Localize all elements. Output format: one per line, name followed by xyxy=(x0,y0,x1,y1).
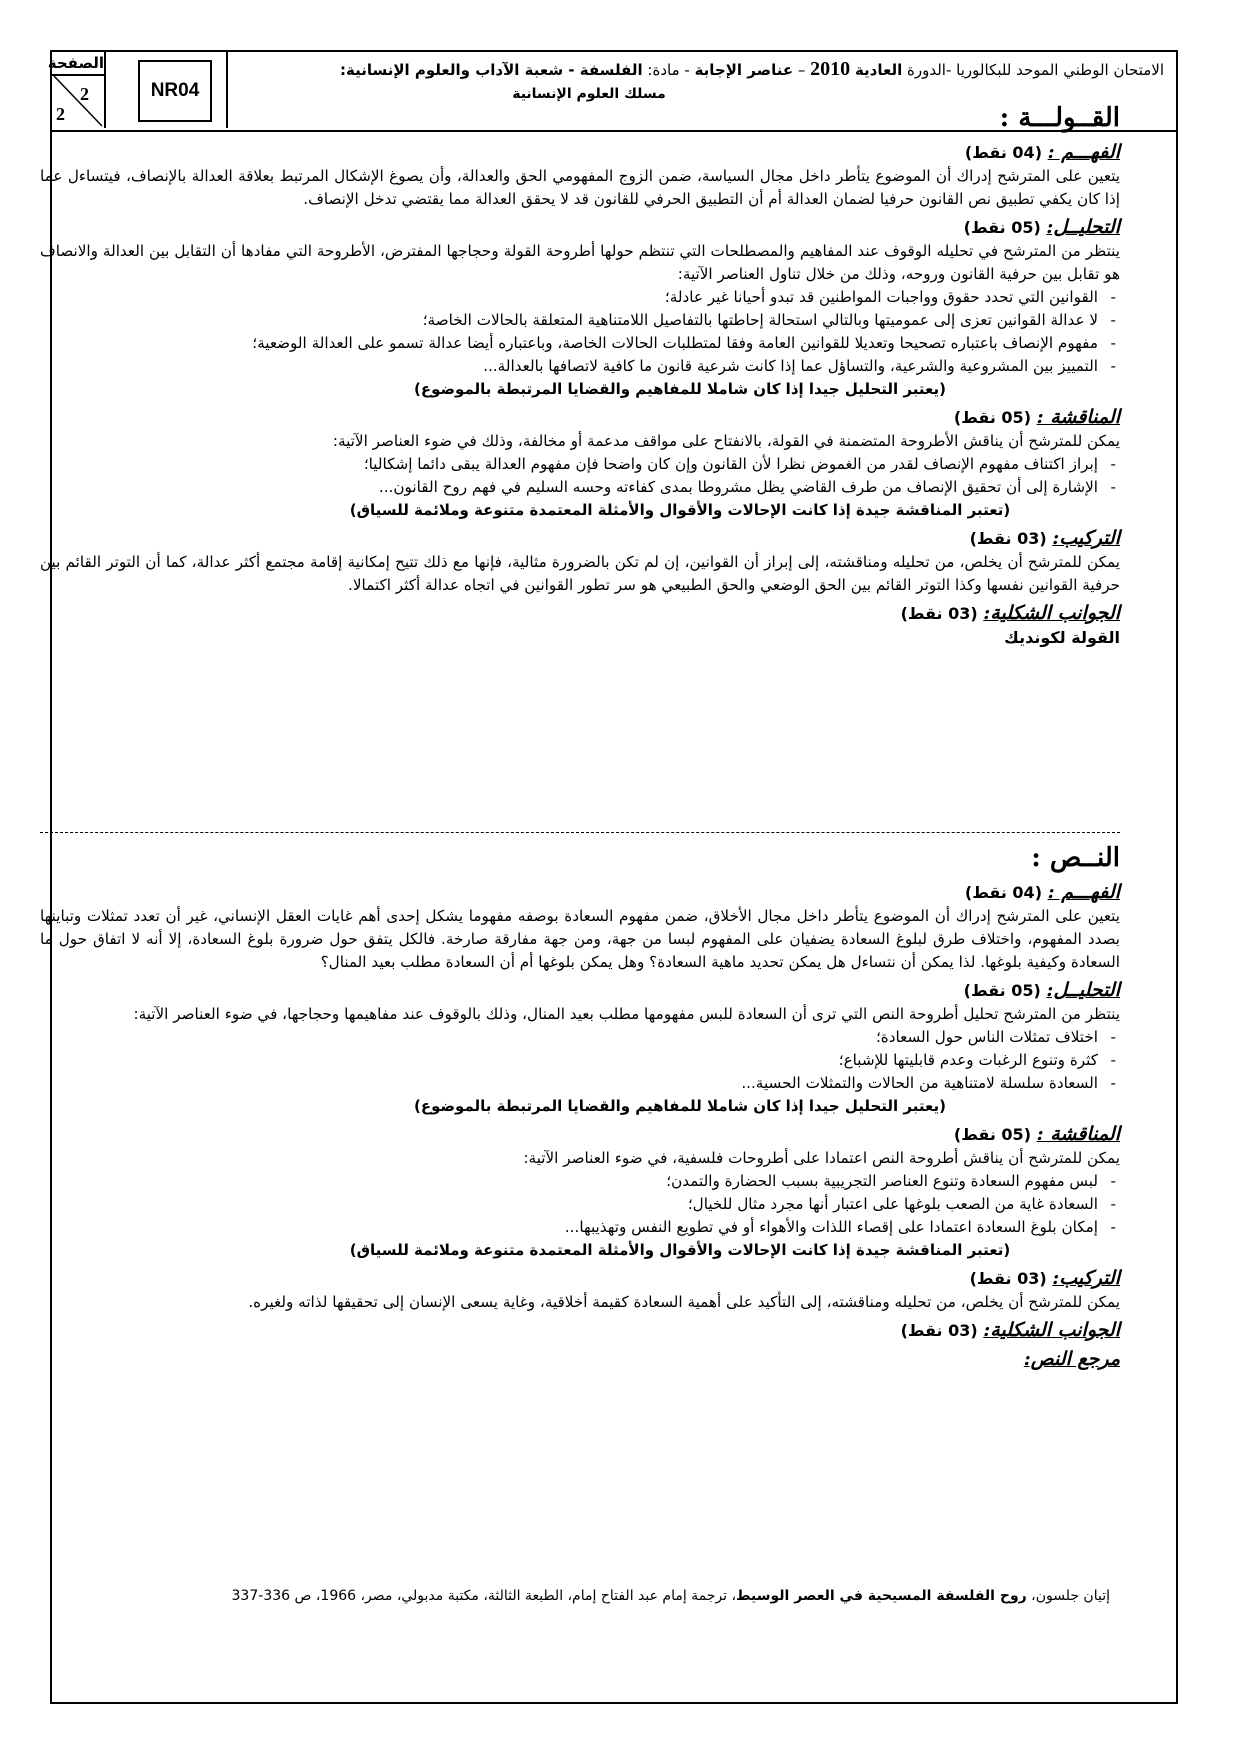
exam-code: NR04 xyxy=(150,80,200,101)
text-analysis-intro: ينتظر من المترشح تحليل أطروحة النص التي ترى أن السعادة للبس مفهومها مطلب بعيد المنال، وذلك بالوقوف عند مفاهيمها وحجاجها، في ضوء العناصر الآتية: xyxy=(133,1005,1120,1023)
list-item: - السعادة غاية من الصعب بلوغها على اعتبار أنها مجرد مثال للخيال؛ xyxy=(40,1193,1120,1216)
page-current: 2 xyxy=(80,84,89,104)
quote-understanding-text: يتعين على المترشح إدراك أن الموضوع يتأطر داخل مجال السياسة، ضمن الزوج المفهومي الحق والعدالة، وأن يصوغ الإشكال المرتبط بعلاقة العدالة بالإنصاف، فيتساءل عما إذا كان يكفي تطبيق نص القانون حرفيا لضمان العدالة أم أن التطبيق الحرفي للقانون قد لا يحقق العدالة مما يقتضي تدخل الإنصاف. xyxy=(40,167,1120,208)
exam-title xyxy=(242,56,1164,83)
text-section xyxy=(40,840,1120,1372)
text-analysis-note: (يعتبر التحليل جيدا إذا كان شاملا للمفاهيم والقضايا المرتبطة بالموضوع) xyxy=(414,1097,946,1115)
quote-discussion-note: (تعتبر المناقشة جيدة إذا كانت الإحالات والأقوال والأمثلة المعتمدة متنوعة وملائمة للسياق) xyxy=(349,501,1011,519)
list-item: - اختلاف تمثلات الناس حول السعادة؛ xyxy=(40,1026,1120,1049)
title-dash: – xyxy=(793,61,811,79)
text-understanding-text: يتعين على المترشح إدراك أن الموضوع يتأطر داخل مجال الأخلاق، ضمن مفهوم السعادة بوصفه مفهوما يشكل إحدى أهم غايات العقل الإنساني، غير أن تعدد تمثلات وتباينها بصدد المفهوم، واختلاف طرق لبلوغ السعادة يضفيان على المفهوم لبسا من جهة، ومن جهة مفارقة صارخة. فالكل يتفق حول ضرورة بلوغ السعادة، إلا أنه لا اتفاق حول ما السعادة وكيفية بلوغها. لذا يمكن أن نتساءل هل يمكن تحديد ماهية السعادة؟ وهل يمكن بلوغها أم أن السعادة مطلب بعيد المنال؟ xyxy=(40,907,1120,971)
reference-author: إتيان جلسون، xyxy=(1026,1588,1110,1604)
text-formal-heading: الجوانب الشكلية: (03 نقط) xyxy=(900,1319,1120,1341)
quote-analysis-intro: ينتظر من المترشح في تحليله الوقوف عند المفاهيم والمصطلحات التي تنتظم حولها أطروحة القولة وحجاجها المفترض، الأطروحة التي مفادها أن التقابل بين العدالة والانصاف هو تقابل بين حرفية القانون وروحه، وذلك من خلال تناول العناصر الآتية: xyxy=(40,242,1120,283)
quote-discussion-list xyxy=(40,453,1120,499)
list-item: - إبراز اكتناف مفهوم الإنصاف لقدر من الغموض نظرا لأن القانون وإن كان واضحا فإن مفهوم العدالة يبقى دائما إشكاليا؛ xyxy=(40,453,1120,476)
list-item: - كثرة وتنوع الرغبات وعدم قابليتها للإشباع؛ xyxy=(40,1049,1120,1072)
list-item: - لا عدالة القوانين تعزى إلى عموميتها وبالتالي استحالة إحاطتها بالتفاصيل اللامتناهية المتعلقة بالحالات الخاصة؛ xyxy=(40,309,1120,332)
section-divider xyxy=(40,832,1120,833)
title-subject: الفلسفة xyxy=(579,61,643,79)
text-section-title: النــص : xyxy=(1031,843,1120,873)
quote-section-title: القــولـــة : xyxy=(999,103,1120,133)
text-discussion-list xyxy=(40,1170,1120,1239)
list-item: - الإشارة إلى أن تحقيق الإنصاف من طرف القاضي يظل مشروطا بمدى كفاءته وحسه السليم في فهم روح القانون... xyxy=(40,476,1120,499)
quote-synthesis-heading: التركيب: (03 نقط) xyxy=(969,527,1120,549)
quote-analysis-heading: التحليــل: (05 نقط) xyxy=(963,216,1120,238)
page-label: الصفحة xyxy=(47,54,104,72)
quote-analysis-list xyxy=(40,286,1120,378)
reference-book: روح الفلسفة المسيحية في العصر الوسيط xyxy=(736,1588,1027,1604)
list-item: - لبس مفهوم السعادة وتنوع العناصر التجريبية بسبب الحضارة والتمدن؛ xyxy=(40,1170,1120,1193)
exam-subtitle: مسلك العلوم الإنسانية xyxy=(512,86,666,102)
quote-analysis-note: (يعتبر التحليل جيدا إذا كان شاملا للمفاهيم والقضايا المرتبطة بالموضوع) xyxy=(414,380,946,398)
list-item: - القوانين التي تحدد حقوق وواجبات المواطنين قد تبدو أحيانا غير عادلة؛ xyxy=(40,286,1120,309)
text-analysis-heading: التحليــل: (05 نقط) xyxy=(963,979,1120,1001)
title-answers: عناصر الإجابة xyxy=(694,61,794,79)
quote-synthesis-text: يمكن للمترشح أن يخلص، من تحليله ومناقشته، إلى إبراز أن القوانين، إن لم تكن بالضرورة مثالية، فإنها مع ذلك تتيح إمكانية إقامة مجتمع أكثر عدالة، كما أن التوتر القائم بين حرفية القوانين نفسها وكذا التوتر القائم بين الحق الوضعي والحق الطبيعي هو سر تطور القوانين في اتجاه عدالة أكثر اكتمالا. xyxy=(40,553,1120,594)
quote-discussion-intro: يمكن للمترشح أن يناقش الأطروحة المتضمنة في القولة، بالانفتاح على مواقف مدعمة أو مخالفة، وذلك في ضوء العناصر الآتية: xyxy=(332,432,1120,450)
list-item: - إمكان بلوغ السعادة اعتمادا على إقصاء اللذات والأهواء أو في تطويع النفس وتهذيبها... xyxy=(40,1216,1120,1239)
list-item: - السعادة سلسلة لامتناهية من الحالات والتمثلات الحسية... xyxy=(40,1072,1120,1095)
quote-section xyxy=(40,100,1120,649)
reference-details: ، ترجمة إمام عبد الفتاح إمام، الطبعة الثالثة، مكتبة مدبولي، مصر، 1966، ص 336-337 xyxy=(231,1588,737,1604)
text-discussion-note: (تعتبر المناقشة جيدة إذا كانت الإحالات والأقوال والأمثلة المعتمدة متنوعة وملائمة للسياق) xyxy=(349,1241,1011,1259)
text-reference xyxy=(40,1588,1120,1604)
list-item: - التمييز بين المشروعية والشرعية، والتساؤل عما إذا كانت شرعية قانون ما كافية لاتصافها بالعدالة... xyxy=(40,355,1120,378)
title-part2: - مادة: xyxy=(642,61,695,79)
text-understanding-heading: الفهـــم : (04 نقط) xyxy=(964,881,1120,903)
quote-author: القولة لكونديك xyxy=(1004,628,1120,647)
title-part1: الامتحان الوطني الموحد للبكالوريا -الدورة xyxy=(902,61,1164,79)
text-discussion-intro: يمكن للمترشح أن يناقش أطروحة النص اعتمادا على أطروحات فلسفية، في ضوء العناصر الآتية: xyxy=(523,1149,1120,1167)
text-discussion-heading: المناقشة : (05 نقط) xyxy=(953,1123,1120,1145)
quote-understanding-heading: الفهـــم : (04 نقط) xyxy=(964,141,1120,163)
title-part3: - شعبة الآداب والعلوم الإنسانية: xyxy=(340,61,580,79)
quote-discussion-heading: المناقشة : (05 نقط) xyxy=(953,406,1120,428)
text-synthesis-heading: التركيب: (03 نقط) xyxy=(969,1267,1120,1289)
list-item: - مفهوم الإنصاف باعتباره تصحيحا وتعديلا للقوانين العامة وفقا لمتطلبات الحالات الخاصة، وباعتباره أيضا عدالة تسمو على العدالة الوضعية؛ xyxy=(40,332,1120,355)
text-analysis-list xyxy=(40,1026,1120,1095)
title-session: العادية xyxy=(854,61,903,79)
quote-formal-heading: الجوانب الشكلية: (03 نقط) xyxy=(900,602,1120,624)
page-total: 2 xyxy=(56,104,65,124)
text-synthesis-text: يمكن للمترشح أن يخلص، من تحليله ومناقشته، إلى التأكيد على أهمية السعادة كقيمة أخلاقية، وغاية يسعى الإنسان إلى تحقيقها لذاته ولغيره. xyxy=(248,1293,1120,1311)
title-year: 2010 xyxy=(810,58,851,80)
text-reference-heading: مرجع النص: xyxy=(1023,1348,1120,1370)
